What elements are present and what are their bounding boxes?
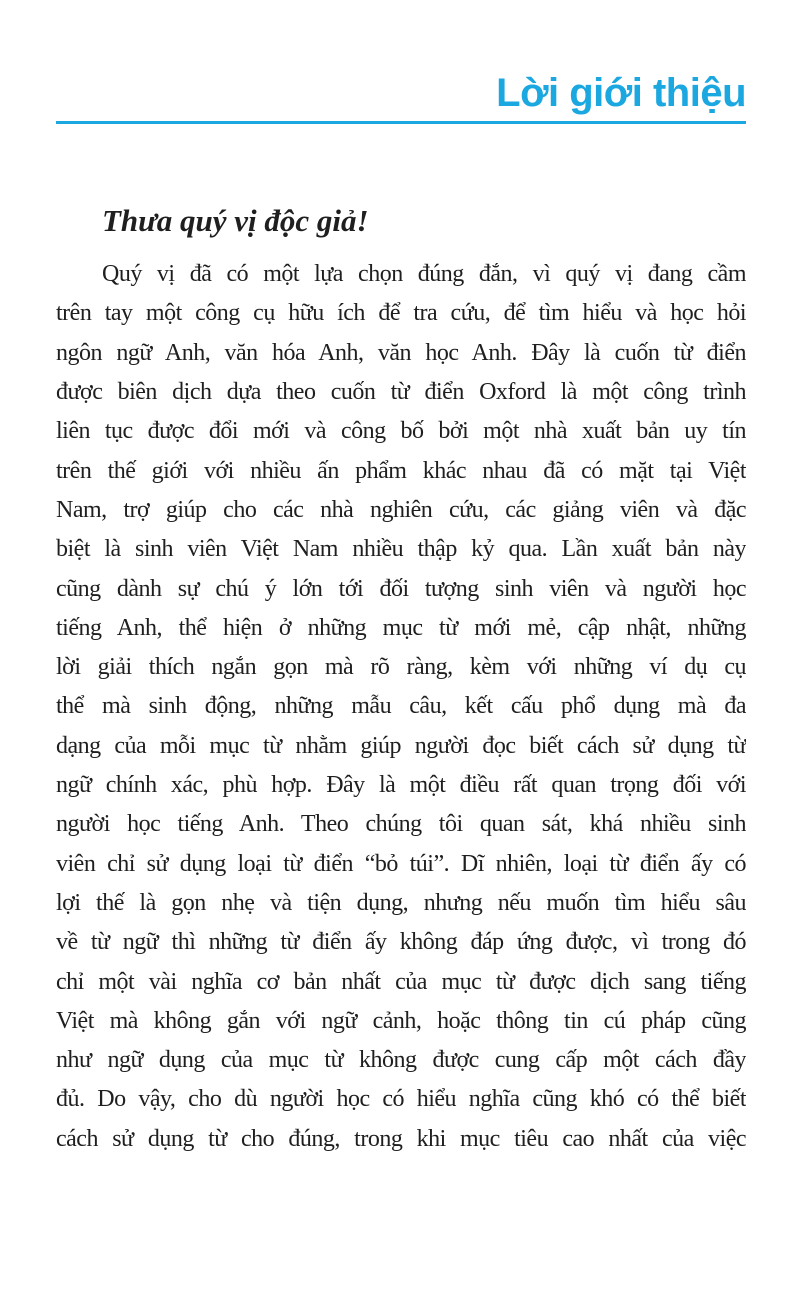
paragraph-line: Quý vị đã có một lựa chọn đúng đắn, vì quý vị đang cầm xyxy=(102,261,746,288)
paragraph-line: dạng của mỗi mục từ nhằm giúp người đọc biết cách sử dụng từ xyxy=(56,732,746,759)
paragraph-line: được biên dịch dựa theo cuốn từ điển Oxford là một công trình xyxy=(56,379,746,406)
page-title: Lời giới thiệu xyxy=(496,71,746,115)
paragraph-line: ngôn ngữ Anh, văn hóa Anh, văn học Anh. Đây là cuốn từ điển xyxy=(56,339,746,366)
page-content xyxy=(0,202,800,1159)
paragraph-line: lời giải thích ngắn gọn mà rõ ràng, kèm với những ví dụ cụ xyxy=(56,654,746,681)
paragraph-line: liên tục được đổi mới và công bố bởi một nhà xuất bản uy tín xyxy=(56,418,746,445)
paragraph-line: như ngữ dụng của mục từ không được cung cấp một cách đầy xyxy=(56,1047,746,1074)
paragraph-line: cách sử dụng từ cho đúng, trong khi mục tiêu cao nhất của việc xyxy=(56,1125,746,1152)
paragraph-line: trên tay một công cụ hữu ích để tra cứu, để tìm hiểu và học hỏi xyxy=(56,300,746,327)
paragraph-line: ngữ chính xác, phù hợp. Đây là một điều rất quan trọng đối với xyxy=(56,772,746,799)
book-page xyxy=(0,70,800,1300)
page-header xyxy=(56,70,746,124)
paragraph-line: thể mà sinh động, những mẫu câu, kết cấu phổ dụng mà đa xyxy=(56,693,746,720)
intro-paragraph xyxy=(56,255,746,1159)
paragraph-line: về từ ngữ thì những từ điển ấy không đáp ứng được, vì trong đó xyxy=(56,929,746,956)
paragraph-line: chỉ một vài nghĩa cơ bản nhất của mục từ được dịch sang tiếng xyxy=(56,968,746,995)
paragraph-line: biệt là sinh viên Việt Nam nhiều thập kỷ qua. Lần xuất bản này xyxy=(56,536,746,563)
paragraph-line: đủ. Do vậy, cho dù người học có hiểu nghĩa cũng khó có thể biết xyxy=(56,1086,746,1113)
paragraph-line: người học tiếng Anh. Theo chúng tôi quan sát, khá nhiều sinh xyxy=(56,811,746,838)
paragraph-line: cũng dành sự chú ý lớn tới đối tượng sinh viên và người học xyxy=(56,575,746,602)
paragraph-line: tiếng Anh, thể hiện ở những mục từ mới mẻ, cập nhật, những xyxy=(56,614,746,641)
paragraph-line: Nam, trợ giúp cho các nhà nghiên cứu, các giảng viên và đặc xyxy=(56,496,746,523)
paragraph-line: Việt mà không gắn với ngữ cảnh, hoặc thông tin cú pháp cũng xyxy=(56,1007,746,1034)
paragraph-line: trên thế giới với nhiều ấn phẩm khác nhau đã có mặt tại Việt xyxy=(56,457,746,484)
header-rule xyxy=(56,121,746,124)
paragraph-line: viên chỉ sử dụng loại từ điển “bỏ túi”. Dĩ nhiên, loại từ điển ấy có xyxy=(56,850,746,877)
salutation-heading: Thưa quý vị độc giả! xyxy=(102,203,369,238)
paragraph-line: lợi thế là gọn nhẹ và tiện dụng, nhưng nếu muốn tìm hiểu sâu xyxy=(56,889,746,916)
